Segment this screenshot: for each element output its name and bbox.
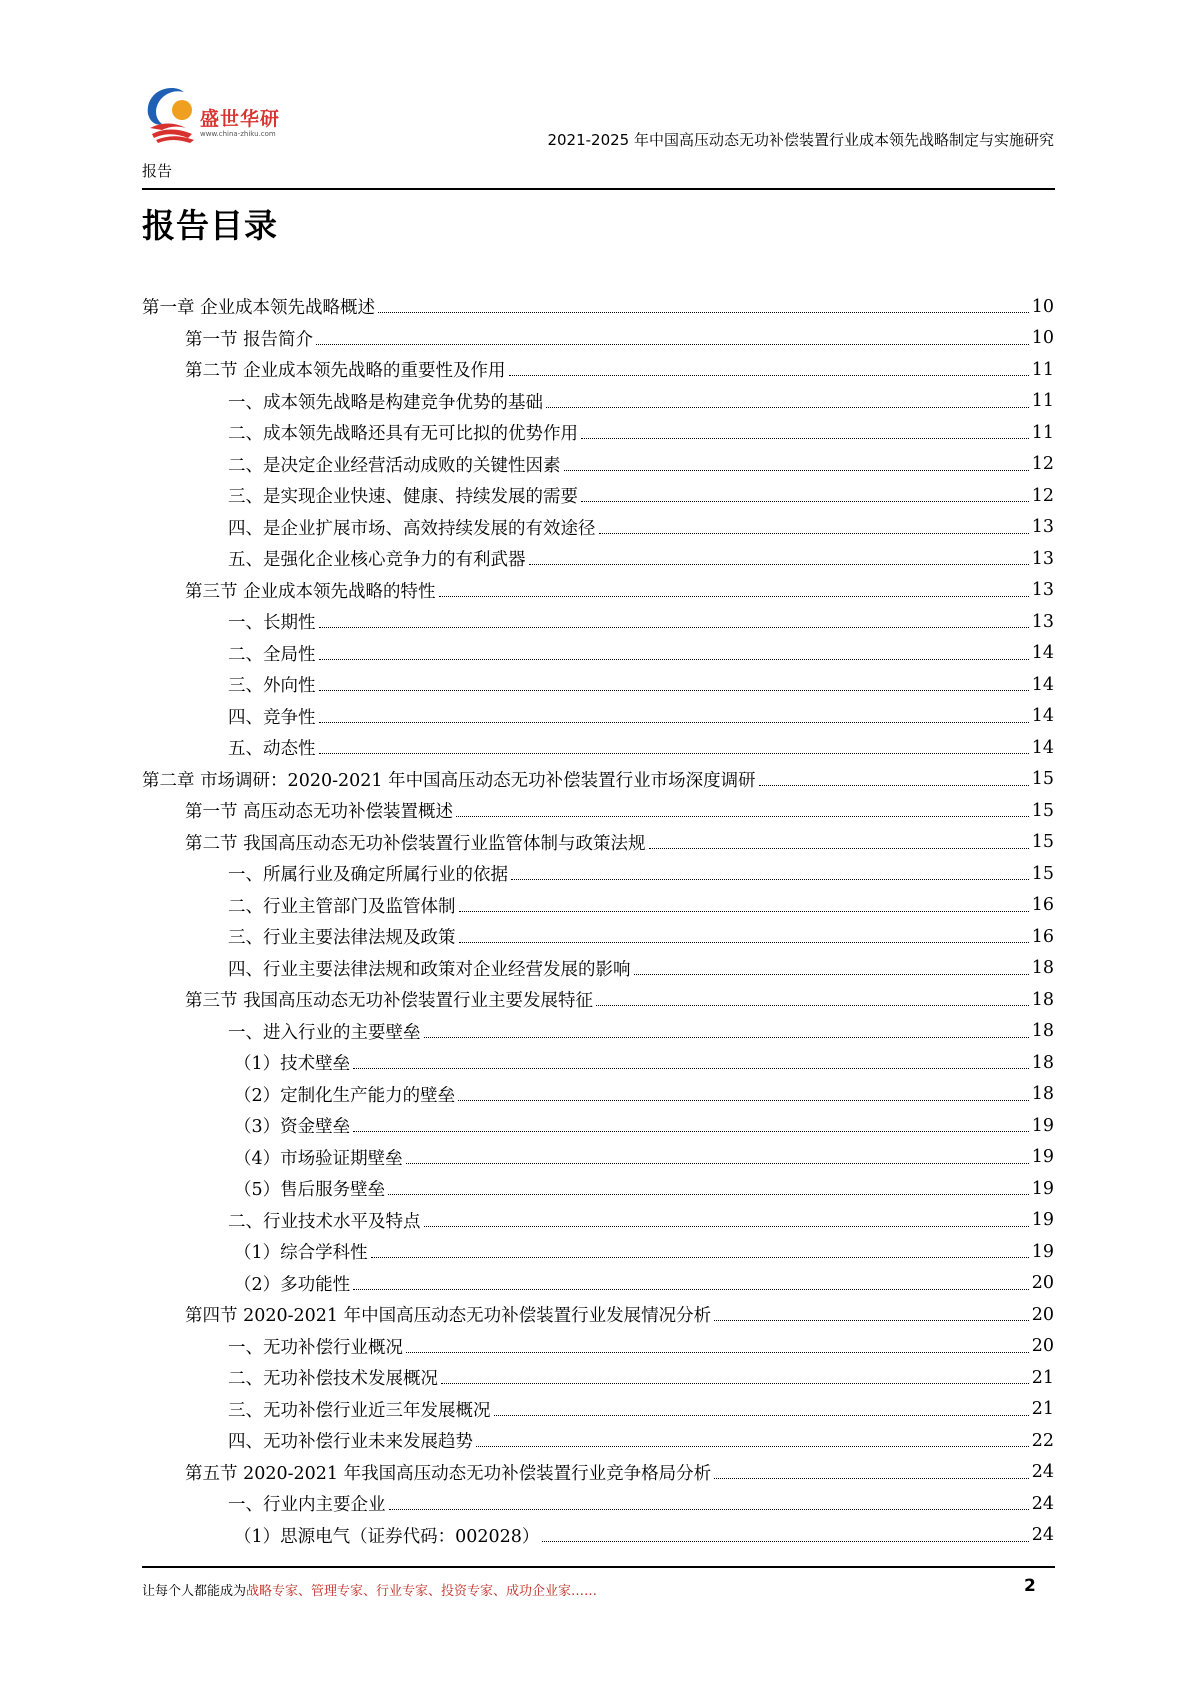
report-title: 2021-2025 年中国高压动态无功补偿装置行业成本领先战略制定与实施研究 <box>547 131 1054 149</box>
toc-entry-title: 四、竞争性 <box>228 707 316 728</box>
toc-entry-title: （4）市场验证期壁垒 <box>234 1148 403 1169</box>
toc-entry[interactable] <box>142 386 1054 418</box>
toc-dot-leader <box>424 1226 1029 1227</box>
table-of-contents <box>142 291 1054 1551</box>
toc-entry-page: 19 <box>1031 1147 1054 1168</box>
toc-dot-leader <box>389 1509 1029 1510</box>
toc-entry-page: 19 <box>1031 1241 1054 1262</box>
toc-dot-leader <box>494 1415 1029 1416</box>
toc-dot-leader <box>371 1257 1029 1258</box>
toc-entry-page: 13 <box>1031 517 1054 538</box>
toc-entry-page: 11 <box>1031 391 1054 412</box>
toc-entry-title: 第四节 2020-2021 年中国高压动态无功补偿装置行业发展情况分析 <box>185 1306 712 1327</box>
toc-entry-page: 24 <box>1031 1493 1054 1514</box>
toc-entry-title: 第二节 我国高压动态无功补偿装置行业监管体制与政策法规 <box>185 833 646 854</box>
page-header <box>142 82 1054 190</box>
toc-entry-page: 11 <box>1031 422 1054 443</box>
toc-entry[interactable] <box>142 1142 1054 1174</box>
toc-entry[interactable] <box>142 480 1054 512</box>
toc-dot-leader <box>441 1383 1029 1384</box>
toc-entry-title: （5）售后服务壁垒 <box>234 1180 386 1201</box>
toc-entry-title: 一、无功补偿行业概况 <box>228 1337 403 1358</box>
toc-entry-page: 24 <box>1031 1462 1054 1483</box>
toc-dot-leader <box>649 848 1029 849</box>
toc-entry-title: 第二章 市场调研：2020-2021 年中国高压动态无功补偿装置行业市场深度调研 <box>142 770 756 791</box>
toc-dot-leader <box>319 690 1029 691</box>
company-logo <box>142 82 312 152</box>
toc-entry[interactable] <box>142 638 1054 670</box>
toc-entry-page: 13 <box>1031 580 1054 601</box>
toc-entry[interactable] <box>142 1016 1054 1048</box>
toc-entry[interactable] <box>142 1362 1054 1394</box>
toc-entry[interactable] <box>142 1047 1054 1079</box>
toc-entry-page: 15 <box>1031 863 1054 884</box>
toc-dot-leader <box>714 1320 1029 1321</box>
toc-entry-title: 二、成本领先战略还具有无可比拟的优势作用 <box>228 424 578 445</box>
toc-entry-title: 五、动态性 <box>228 739 316 760</box>
toc-entry[interactable] <box>142 354 1054 386</box>
toc-entry-page: 21 <box>1031 1367 1054 1388</box>
footer-slogan-highlight: 战略专家、管理专家、行业专家、投资专家、成功企业家…… <box>246 1584 598 1599</box>
toc-entry[interactable] <box>142 858 1054 890</box>
toc-entry[interactable] <box>142 701 1054 733</box>
toc-entry-title: 第二节 企业成本领先战略的重要性及作用 <box>185 361 506 382</box>
toc-entry[interactable] <box>142 1457 1054 1489</box>
toc-entry-title: 四、无功补偿行业未来发展趋势 <box>228 1432 473 1453</box>
toc-dot-leader <box>353 1068 1029 1069</box>
toc-entry[interactable] <box>142 1331 1054 1363</box>
toc-entry[interactable] <box>142 984 1054 1016</box>
toc-entry[interactable] <box>142 1394 1054 1426</box>
toc-dot-leader <box>542 1541 1028 1542</box>
toc-dot-leader <box>388 1194 1029 1195</box>
footer-divider <box>142 1566 1055 1568</box>
toc-dot-leader <box>406 1163 1029 1164</box>
toc-entry[interactable] <box>142 1488 1054 1520</box>
toc-entry-page: 12 <box>1031 485 1054 506</box>
footer-slogan <box>142 1580 597 1599</box>
toc-entry-page: 14 <box>1031 674 1054 695</box>
toc-entry[interactable] <box>142 1079 1054 1111</box>
toc-entry-page: 15 <box>1031 800 1054 821</box>
toc-dot-leader <box>581 438 1029 439</box>
toc-entry-title: 第三节 企业成本领先战略的特性 <box>185 581 436 602</box>
logo-brand-url: www.china-zhiku.com <box>200 130 276 138</box>
toc-entry-page: 19 <box>1031 1210 1054 1231</box>
toc-entry[interactable] <box>142 575 1054 607</box>
toc-entry-page: 14 <box>1031 706 1054 727</box>
toc-entry-page: 18 <box>1031 958 1054 979</box>
toc-entry[interactable] <box>142 795 1054 827</box>
toc-entry-page: 21 <box>1031 1399 1054 1420</box>
toc-entry-title: （1）综合学科性 <box>234 1243 368 1264</box>
toc-entry-page: 19 <box>1031 1115 1054 1136</box>
toc-entry-title: 二、无功补偿技术发展概况 <box>228 1369 438 1390</box>
toc-entry-title: 二、行业技术水平及特点 <box>228 1211 421 1232</box>
toc-entry[interactable] <box>142 1268 1054 1300</box>
toc-entry-title: 二、是决定企业经营活动成败的关键性因素 <box>228 455 561 476</box>
toc-entry-title: 第一节 高压动态无功补偿装置概述 <box>185 802 454 823</box>
toc-dot-leader <box>546 407 1029 408</box>
toc-entry-page: 20 <box>1031 1304 1054 1325</box>
toc-entry[interactable] <box>142 449 1054 481</box>
toc-entry-title: （2）多功能性 <box>234 1274 351 1295</box>
toc-dot-leader <box>319 753 1029 754</box>
toc-entry[interactable] <box>142 417 1054 449</box>
toc-entry[interactable] <box>142 1520 1054 1552</box>
toc-dot-leader <box>316 344 1029 345</box>
toc-entry-title: 第五节 2020-2021 年我国高压动态无功补偿装置行业竞争格局分析 <box>185 1463 712 1484</box>
toc-entry-page: 13 <box>1031 611 1054 632</box>
toc-entry-page: 18 <box>1031 1052 1054 1073</box>
toc-dot-leader <box>319 627 1029 628</box>
toc-entry[interactable] <box>142 1425 1054 1457</box>
toc-entry-page: 11 <box>1031 359 1054 380</box>
page-number: 2 <box>1024 1576 1036 1596</box>
toc-dot-leader <box>511 879 1029 880</box>
toc-dot-leader <box>424 1037 1029 1038</box>
toc-entry-page: 22 <box>1031 1430 1054 1451</box>
toc-entry-title: 三、行业主要法律法规及政策 <box>228 928 456 949</box>
toc-entry[interactable] <box>142 827 1054 859</box>
toc-entry-title: 四、行业主要法律法规和政策对企业经营发展的影响 <box>228 959 631 980</box>
toc-entry[interactable] <box>142 764 1054 796</box>
toc-entry-page: 16 <box>1031 926 1054 947</box>
toc-entry-page: 12 <box>1031 454 1054 475</box>
toc-entry-page: 14 <box>1031 737 1054 758</box>
toc-entry-title: 四、是企业扩展市场、高效持续发展的有效途径 <box>228 518 596 539</box>
toc-entry-title: 一、长期性 <box>228 613 316 634</box>
toc-dot-leader <box>759 785 1029 786</box>
toc-dot-leader <box>439 596 1029 597</box>
toc-dot-leader <box>596 1005 1029 1006</box>
toc-dot-leader <box>459 942 1029 943</box>
logo-emblem-icon <box>142 82 202 146</box>
toc-dot-leader <box>529 564 1029 565</box>
toc-entry-page: 16 <box>1031 895 1054 916</box>
toc-entry[interactable] <box>142 291 1054 323</box>
toc-dot-leader <box>456 816 1029 817</box>
toc-entry-title: （1）思源电气（证券代码：002028） <box>234 1526 540 1547</box>
toc-entry-title: 一、行业内主要企业 <box>228 1495 386 1516</box>
toc-entry-page: 20 <box>1031 1336 1054 1357</box>
toc-entry-title: （1）技术壁垒 <box>234 1054 351 1075</box>
toc-dot-leader <box>476 1446 1029 1447</box>
toc-dot-leader <box>378 312 1029 313</box>
toc-dot-leader <box>714 1478 1029 1479</box>
toc-dot-leader <box>353 1289 1029 1290</box>
toc-entry-page: 20 <box>1031 1273 1054 1294</box>
toc-entry-page: 10 <box>1031 296 1054 317</box>
toc-entry-title: 一、成本领先战略是构建竞争优势的基础 <box>228 392 543 413</box>
toc-entry[interactable] <box>142 1299 1054 1331</box>
toc-entry-page: 14 <box>1031 643 1054 664</box>
toc-entry-title: 三、是实现企业快速、健康、持续发展的需要 <box>228 487 578 508</box>
toc-entry[interactable] <box>142 606 1054 638</box>
toc-entry-page: 15 <box>1031 769 1054 790</box>
report-label: 报告 <box>142 162 173 180</box>
header-divider <box>142 188 1055 190</box>
toc-entry-title: 三、无功补偿行业近三年发展概况 <box>228 1400 491 1421</box>
toc-dot-leader <box>564 470 1029 471</box>
toc-entry[interactable] <box>142 890 1054 922</box>
toc-entry-page: 18 <box>1031 1084 1054 1105</box>
toc-entry-title: 二、全局性 <box>228 644 316 665</box>
toc-dot-leader <box>353 1131 1029 1132</box>
toc-entry[interactable] <box>142 1173 1054 1205</box>
toc-entry-page: 15 <box>1031 832 1054 853</box>
toc-entry-page: 10 <box>1031 328 1054 349</box>
toc-dot-leader <box>634 974 1029 975</box>
toc-entry[interactable] <box>142 669 1054 701</box>
toc-dot-leader <box>319 659 1029 660</box>
toc-entry[interactable] <box>142 921 1054 953</box>
toc-entry-title: 五、是强化企业核心竞争力的有利武器 <box>228 550 526 571</box>
toc-entry-title: 三、外向性 <box>228 676 316 697</box>
toc-dot-leader <box>458 1100 1029 1101</box>
toc-entry-title: 第三节 我国高压动态无功补偿装置行业主要发展特征 <box>185 991 594 1012</box>
toc-dot-leader <box>406 1352 1029 1353</box>
toc-entry[interactable] <box>142 1236 1054 1268</box>
toc-entry[interactable] <box>142 512 1054 544</box>
toc-entry-page: 24 <box>1031 1525 1054 1546</box>
toc-dot-leader <box>581 501 1029 502</box>
footer-slogan-prefix: 让每个人都能成为 <box>142 1584 247 1599</box>
toc-entry-title: 二、行业主管部门及监管体制 <box>228 896 456 917</box>
toc-entry-page: 18 <box>1031 989 1054 1010</box>
toc-entry-page: 19 <box>1031 1178 1054 1199</box>
toc-dot-leader <box>319 722 1029 723</box>
toc-dot-leader <box>509 375 1029 376</box>
page-heading: 报告目录 <box>142 206 278 245</box>
toc-entry-title: （3）资金壁垒 <box>234 1117 351 1138</box>
toc-entry-title: 一、进入行业的主要壁垒 <box>228 1022 421 1043</box>
toc-entry[interactable] <box>142 732 1054 764</box>
toc-entry[interactable] <box>142 323 1054 355</box>
logo-brand-name: 盛世华研 <box>200 108 281 130</box>
toc-entry[interactable] <box>142 953 1054 985</box>
toc-dot-leader <box>459 911 1029 912</box>
toc-entry-title: 第一章 企业成本领先战略概述 <box>142 298 376 319</box>
toc-entry-title: （2）定制化生产能力的壁垒 <box>234 1085 456 1106</box>
toc-entry[interactable] <box>142 1205 1054 1237</box>
toc-dot-leader <box>599 533 1029 534</box>
toc-entry-page: 18 <box>1031 1021 1054 1042</box>
toc-entry-page: 13 <box>1031 548 1054 569</box>
toc-entry-title: 第一节 报告简介 <box>185 329 314 350</box>
toc-entry[interactable] <box>142 1110 1054 1142</box>
toc-entry[interactable] <box>142 543 1054 575</box>
toc-entry-title: 一、所属行业及确定所属行业的依据 <box>228 865 508 886</box>
